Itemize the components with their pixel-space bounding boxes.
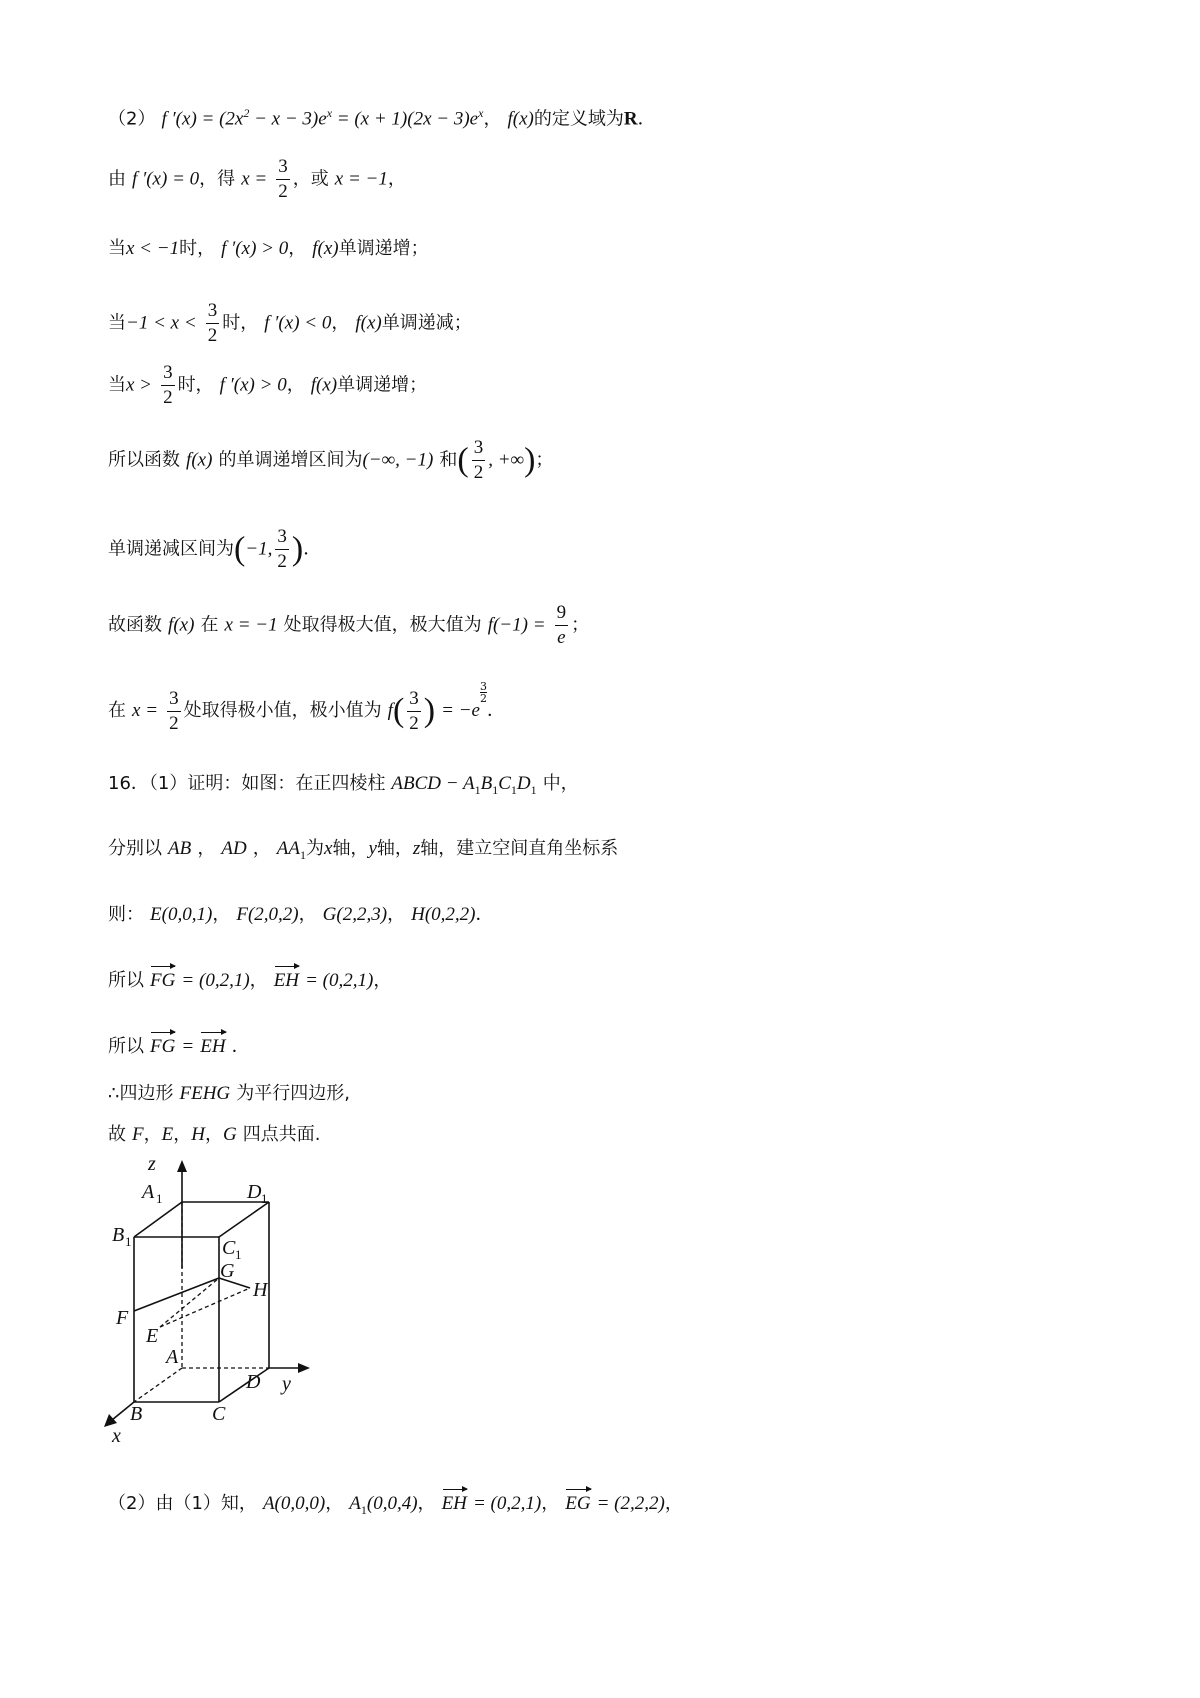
prism-figure [100, 1150, 340, 1460]
formula: G [223, 1124, 237, 1145]
coplanar-line [108, 1120, 321, 1149]
formula: x = −1 [334, 168, 388, 190]
case-1-line [108, 234, 429, 263]
label-z: z [148, 1153, 156, 1175]
text: 轴， [376, 838, 413, 859]
formula: = (x + 1)(2x − 3)e [332, 108, 479, 130]
fraction [206, 299, 220, 348]
numerator: 3 [472, 436, 486, 461]
edge-cd [219, 1368, 269, 1402]
decreasing-interval-line [108, 525, 321, 574]
formula: x = [241, 168, 268, 190]
y-axis-arrow [298, 1363, 310, 1373]
formula: E [161, 1124, 174, 1145]
formula: C [498, 773, 511, 794]
formula: E(0,0,1) [150, 904, 213, 925]
denominator: 2 [169, 712, 179, 734]
maximum-line [108, 601, 589, 650]
subscript: 1 [492, 782, 499, 797]
label-c1: C [222, 1237, 236, 1259]
punct: ， [288, 238, 307, 259]
formula: x [324, 838, 333, 859]
formula: B [480, 773, 493, 794]
paren-right: ) [524, 441, 536, 479]
label-f: F [116, 1307, 129, 1329]
punct: ； [535, 449, 554, 471]
formula: f ′(x) < 0 [264, 312, 332, 334]
text: （2）由（1）知， [108, 1493, 257, 1514]
label-g: G [220, 1260, 235, 1282]
edge-eg-hidden [160, 1278, 219, 1327]
exponent-fraction [480, 681, 487, 704]
label-h: H [253, 1279, 268, 1301]
z-axis-arrow [177, 1160, 187, 1172]
punct: ， [197, 838, 216, 859]
formula: f(x) [186, 449, 213, 471]
paren-left: ( [234, 530, 246, 568]
formula: = −e [441, 700, 480, 721]
punct: ． [475, 904, 494, 925]
numerator: 3 [275, 525, 289, 550]
problem-16-line [108, 769, 579, 804]
text: 的定义域为 [533, 108, 624, 130]
numerator: 3 [479, 680, 487, 693]
formula: f(x) [355, 312, 382, 334]
part-label: （2） [108, 108, 156, 130]
label-y: y [282, 1373, 291, 1395]
formula: = (0,2,1) [181, 970, 250, 991]
points-line [108, 900, 494, 929]
text: 单调递减； [381, 312, 472, 334]
exponent: x [478, 106, 484, 120]
denominator: e [557, 627, 566, 648]
part-2-line [108, 1489, 683, 1524]
formula: F [132, 1124, 144, 1145]
denominator: 2 [409, 712, 419, 734]
vectors-line [108, 966, 391, 995]
fraction [472, 436, 486, 485]
denominator: 2 [473, 462, 484, 483]
label-c: C [212, 1403, 226, 1425]
paren-right: ) [291, 530, 304, 568]
text: 时， [177, 374, 214, 396]
text: 单调递增； [337, 374, 428, 396]
case-2-line [108, 299, 472, 348]
text: 和 [439, 449, 458, 471]
fraction [161, 361, 175, 410]
text: 在 [200, 614, 219, 636]
subscript: 1 [360, 1502, 367, 1517]
fraction [407, 687, 421, 736]
punct: ． [303, 538, 322, 560]
text: 为平行四边形, [236, 1083, 350, 1104]
text: 故 [108, 1124, 126, 1145]
formula: f ′(x) > 0 [221, 238, 289, 259]
label-x: x [112, 1425, 121, 1447]
numerator: 3 [407, 687, 421, 712]
punct: ， [205, 1124, 223, 1145]
text: 时， [222, 312, 259, 334]
formula: (0,0,4) [366, 1493, 418, 1514]
formula: f ′(x) > 0 [219, 374, 287, 396]
numerator: 3 [206, 299, 220, 324]
punct: ， [541, 1493, 560, 1514]
paren-right: ) [423, 692, 436, 729]
formula: AD [221, 838, 247, 859]
formula: − x − 3)e [249, 108, 327, 130]
denominator: 2 [163, 387, 173, 408]
label-d: D [246, 1371, 261, 1393]
formula: x = [132, 700, 159, 721]
vector-eh: EH [442, 1490, 467, 1518]
label-a: A [166, 1346, 179, 1368]
formula: , +∞ [488, 449, 525, 471]
label-b: B [130, 1403, 143, 1425]
punct: ， [286, 374, 305, 396]
numerator: 9 [555, 601, 569, 626]
label-e: E [146, 1325, 159, 1347]
text: 中， [542, 773, 579, 794]
formula: f(x) [168, 614, 195, 636]
formula: x > [126, 374, 153, 396]
vector-equal-line [108, 1032, 250, 1061]
punct: ． [231, 1036, 250, 1057]
punct: ， [173, 1124, 192, 1145]
text: 单调递增； [338, 238, 429, 259]
formula: AA [276, 838, 300, 859]
formula: f(x) [312, 238, 339, 259]
critical-points-line [108, 155, 406, 204]
text: 四点共面. [242, 1124, 321, 1145]
text: 处取得极小值，极小值为 [183, 700, 382, 721]
formula: −1 < x < [126, 312, 197, 334]
punct: ， [249, 970, 268, 991]
punct: ， [417, 1493, 436, 1514]
edge-eh-hidden [160, 1288, 250, 1327]
subscript: 1 [474, 782, 481, 797]
label-b1-sub: 1 [125, 1234, 132, 1249]
denominator: 2 [277, 551, 287, 572]
formula: D [516, 773, 531, 794]
label-a1: A [142, 1181, 155, 1203]
formula: = (0,2,1) [305, 970, 374, 991]
vector-fg: FG [150, 967, 175, 995]
minimum-line [108, 681, 505, 736]
fraction [276, 155, 290, 204]
text: 所以 [108, 970, 144, 991]
text: 故函数 [108, 614, 162, 636]
denominator: 2 [278, 181, 288, 202]
punct: ， [483, 108, 502, 130]
label-d1-sub: 1 [261, 1191, 268, 1206]
edge-c1d1 [219, 1202, 269, 1237]
formula: = (2,2,2) [596, 1493, 665, 1514]
subscript: 1 [510, 782, 517, 797]
punct: ， [331, 312, 350, 334]
text: 当 [108, 238, 126, 259]
label-a1-sub: 1 [156, 1191, 163, 1206]
punct: ， [143, 1124, 162, 1145]
formula: f(x) [507, 108, 534, 130]
formula: ABCD − A [391, 773, 475, 794]
formula: H [191, 1124, 205, 1145]
formula: A [349, 1493, 361, 1514]
label-c1-sub: 1 [235, 1247, 242, 1262]
derivative-line [108, 99, 656, 133]
formula: (−∞, −1) [362, 449, 434, 471]
punct: ， [325, 1493, 344, 1514]
text: 当 [108, 374, 126, 396]
numerator: 3 [161, 361, 175, 386]
text: 所以函数 [108, 449, 180, 471]
formula: f [387, 700, 393, 721]
formula: f(−1) = [487, 614, 546, 636]
formula: AB [168, 838, 192, 859]
text: 轴， [332, 838, 369, 859]
text: 的单调递增区间为 [218, 449, 363, 471]
vector-eg: EG [565, 1490, 590, 1518]
fraction [275, 525, 289, 574]
vector-eh: EH [200, 1033, 225, 1061]
text: 在 [108, 700, 126, 721]
text: 由 [108, 168, 126, 190]
parallelogram-line [108, 1079, 350, 1108]
paren-left: ( [457, 441, 469, 479]
text: 当 [108, 312, 126, 334]
punct: ． [637, 108, 656, 130]
punct: ， [664, 1493, 683, 1514]
increasing-intervals-line [108, 436, 553, 485]
formula: f ′(x) = (2x [161, 108, 244, 130]
vector-eh: EH [274, 967, 299, 995]
denominator: 2 [479, 692, 487, 705]
edge-fg [134, 1278, 219, 1311]
paren-left: ( [392, 692, 405, 729]
punct: ， [387, 904, 406, 925]
punct: ， [252, 838, 271, 859]
numerator: 3 [167, 687, 181, 712]
text: 则： [108, 904, 144, 925]
text: 处取得极大值，极大值为 [283, 614, 482, 636]
denominator: 2 [207, 325, 218, 346]
formula: F(2,0,2) [236, 904, 299, 925]
punct: ， [373, 970, 392, 991]
formula: x = −1 [224, 614, 278, 636]
text: 时， [179, 238, 216, 259]
punct: ， [212, 904, 231, 925]
formula: x < −1 [126, 238, 180, 259]
formula: −1, [245, 538, 273, 560]
punct: ； [571, 614, 590, 636]
fraction [167, 687, 181, 736]
punct: ， [298, 904, 317, 925]
text: ，或 [292, 168, 329, 190]
exponent: 2 [243, 106, 250, 120]
formula: f ′(x) = 0 [132, 168, 200, 190]
text: 所以 [108, 1036, 144, 1057]
formula: f(x) [310, 374, 338, 396]
subscript: 1 [300, 847, 306, 862]
subscript: 1 [530, 782, 537, 797]
formula: A(0,0,0) [262, 1493, 326, 1514]
text: 轴，建立空间直角坐标系 [420, 838, 619, 859]
punct: ． [486, 700, 505, 721]
coordinate-system-line [108, 834, 618, 869]
fraction [555, 601, 569, 650]
formula: FEHG [179, 1083, 231, 1104]
label-b1: B [112, 1224, 125, 1246]
formula: H(0,2,2) [411, 904, 476, 925]
text: 16．（1）证明：如图：在正四棱柱 [108, 773, 386, 794]
text: ∴四边形 [108, 1083, 174, 1104]
exponent: x [326, 106, 333, 120]
vector-fg: FG [150, 1033, 175, 1061]
formula: y [368, 838, 377, 859]
label-d1: D [247, 1181, 262, 1203]
formula: z [412, 838, 421, 859]
formula: = (0,2,1) [472, 1493, 542, 1514]
edge-b1a1 [134, 1202, 182, 1237]
numerator: 3 [276, 155, 290, 180]
text: 为 [306, 838, 324, 859]
real-set: R [623, 108, 638, 130]
text: 单调递减区间为 [108, 538, 234, 560]
edge-ab-hidden [134, 1368, 182, 1402]
formula: = [181, 1036, 195, 1057]
formula: G(2,2,3) [322, 904, 388, 925]
text: ，得 [199, 168, 236, 190]
punct: ， [387, 168, 406, 190]
case-3-line [108, 361, 427, 410]
text: 分别以 [108, 838, 162, 859]
